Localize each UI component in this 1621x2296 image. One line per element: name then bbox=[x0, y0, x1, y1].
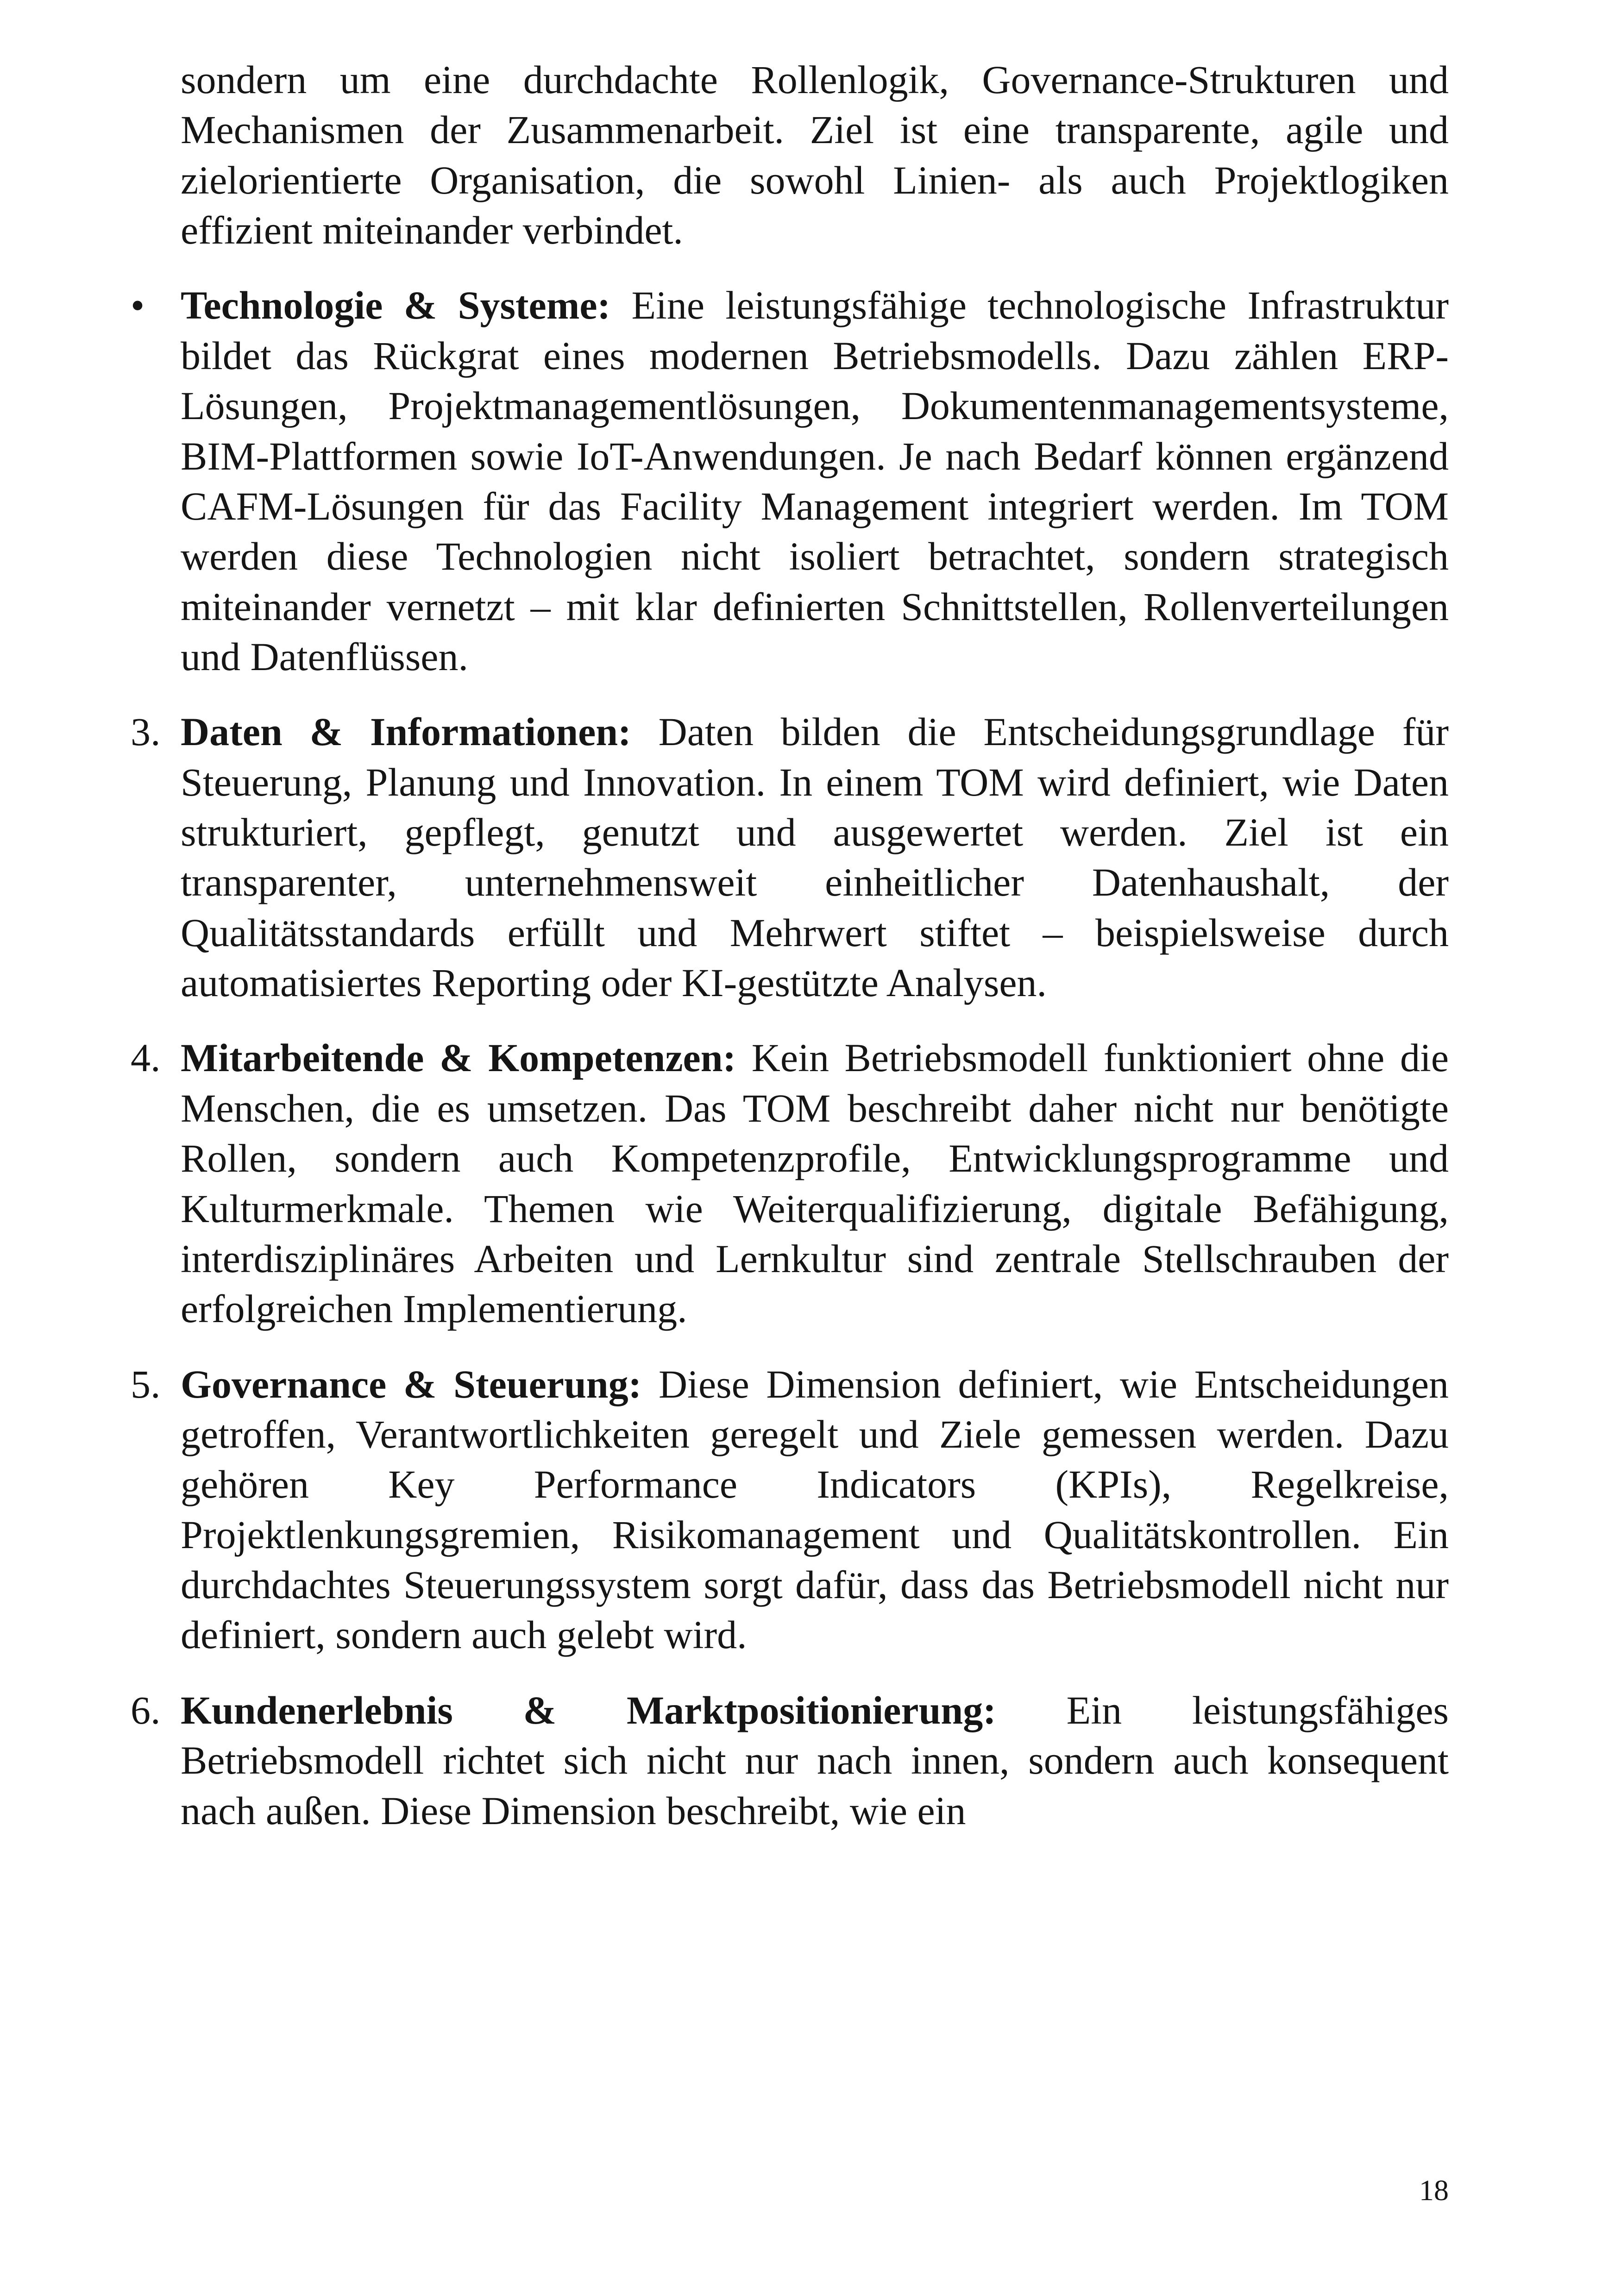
item-body: Diese Dimension definiert, wie Entscheidungen getroffen, Verantwortlichkeiten geregelt und Ziele gemessen werden. Dazu gehören Key Performance Indicators (KPIs), Regelkreise, Projektlenkungsgremien, Risikomanagement und Qualitätskontrollen. Ein durchdachtes Steuerungssystem sorgt dafür, dass das Betriebsmodell nicht nur definiert, sondern auch gelebt wird. bbox=[181, 1361, 1449, 1657]
paragraph bbox=[181, 280, 1449, 682]
paragraph bbox=[181, 55, 1449, 255]
item-lead: Daten & Informationen: bbox=[181, 709, 631, 754]
number-marker: 5. bbox=[131, 1361, 161, 1406]
numbered-item-3-daten bbox=[131, 707, 1449, 1008]
number-marker: 3. bbox=[131, 709, 161, 754]
paragraph bbox=[181, 707, 1449, 1008]
page-content bbox=[131, 55, 1449, 1836]
item-body: Kein Betriebsmodell funktioniert ohne die Menschen, die es umsetzen. Das TOM beschreibt daher nicht nur benötigte Rollen, sondern auch Kompetenzprofile, Entwicklungsprogramme und Kulturmerkmale. Themen wie Weiterqualifizierung, digitale Befähigung, interdisziplinäres Arbeiten und Lernkultur sind zentrale Stellschrauben der erfolgreichen Implementierung. bbox=[181, 1035, 1449, 1331]
item-lead: Mitarbeitende & Kompetenzen: bbox=[181, 1035, 736, 1080]
item-body: Daten bilden die Entscheidungsgrundlage für Steuerung, Planung und Innovation. In einem TOM wird definiert, wie Daten strukturiert, gepflegt, genutzt und ausgewertet werden. Ziel ist ein transparenter, unternehmensweit einheitlicher Datenhaushalt, der Qualitätsstandards erfüllt und Mehrwert stiftet – beispielsweise durch automatisiertes Reporting oder KI-gestützte Analysen. bbox=[181, 709, 1449, 1005]
numbered-item-5-governance bbox=[131, 1359, 1449, 1660]
number-marker: 6. bbox=[131, 1687, 161, 1732]
page-number: 18 bbox=[1419, 2174, 1449, 2207]
number-marker: 4. bbox=[131, 1035, 161, 1080]
item-lead: Technologie & Systeme: bbox=[181, 283, 611, 328]
item-lead: Kundenerlebnis & Marktpositionierung: bbox=[181, 1687, 996, 1732]
item-lead: Governance & Steuerung: bbox=[181, 1361, 642, 1406]
bullet-marker: • bbox=[131, 283, 145, 328]
numbered-item-6-kundenerlebnis bbox=[131, 1685, 1449, 1836]
paragraph bbox=[181, 1033, 1449, 1334]
paragraph bbox=[181, 1359, 1449, 1660]
bullet-item-technologie bbox=[131, 280, 1449, 682]
numbered-item-4-mitarbeitende bbox=[131, 1033, 1449, 1334]
item-body: Ein leistungsfähiges Betriebsmodell richtet sich nicht nur nach innen, sondern auch konsequent nach außen. Diese Dimension beschreibt, wie ein bbox=[181, 1687, 1449, 1833]
continuation-paragraph bbox=[181, 55, 1449, 255]
item-body: sondern um eine durchdachte Rollenlogik, Governance-Strukturen und Mechanismen der Zusammenarbeit. Ziel ist eine transparente, agile und zielorientierte Organisation, die sowohl Linien- als auch Projektlogiken effizient miteinander verbindet. bbox=[181, 57, 1449, 253]
item-body: Eine leistungsfähige technologische Infrastruktur bildet das Rückgrat eines modernen Betriebsmodells. Dazu zählen ERP-Lösungen, Projektmanagementlösungen, Dokumentenmanagementsysteme, BIM-Plattformen sowie IoT-Anwendungen. Je nach Bedarf können ergänzend CAFM-Lösungen für das Facility Management integriert werden. Im TOM werden diese Technologien nicht isoliert betrachtet, sondern strategisch miteinander vernetzt – mit klar definierten Schnittstellen, Rollenverteilungen und Datenflüssen. bbox=[181, 283, 1449, 679]
paragraph bbox=[181, 1685, 1449, 1836]
